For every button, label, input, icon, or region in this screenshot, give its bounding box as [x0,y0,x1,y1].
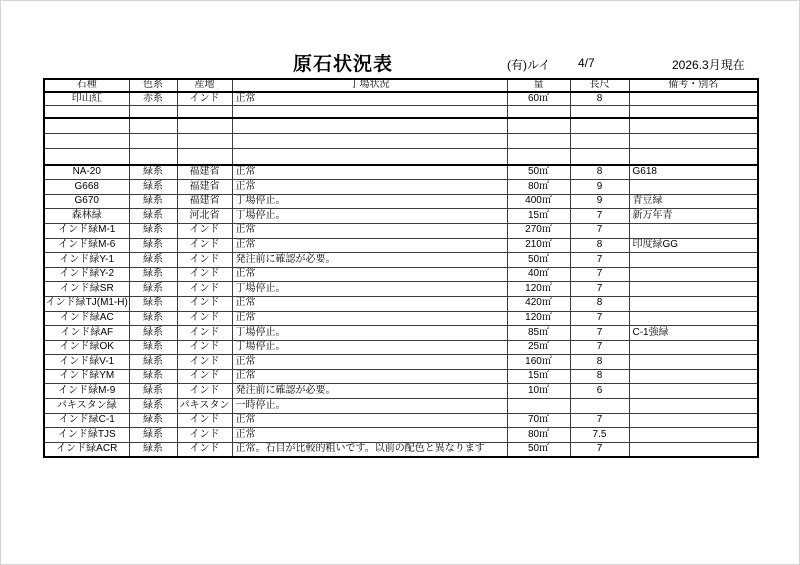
table-row [44,428,758,443]
cell-quantity: 10㎡ [507,384,570,399]
cell-note-alias: 印度緑GG [629,238,758,253]
cell-quantity [507,149,570,165]
table-row [44,355,758,370]
cell-note-alias [629,442,758,457]
cell-origin [177,134,232,149]
cell-note-alias [629,134,758,149]
cell-origin: インド [177,340,232,355]
cell-length: 7 [570,413,629,428]
table-row [44,442,758,457]
cell-color-family: 緑系 [129,399,177,414]
cell-color-family: 緑系 [129,326,177,341]
cell-origin: インド [177,384,232,399]
cell-note-alias [629,253,758,268]
cell-quantity: 80㎡ [507,180,570,195]
cell-color-family: 緑系 [129,428,177,443]
cell-quarry-status: 正常 [232,180,507,195]
column-header-quarry-status: 丁場状況 [232,79,507,92]
cell-quantity: 400㎡ [507,194,570,209]
cell-note-alias [629,355,758,370]
cell-quarry-status: 丁場停止。 [232,282,507,297]
cell-color-family [129,105,177,118]
cell-origin [177,118,232,134]
cell-length: 8 [570,355,629,370]
cell-quantity: 80㎡ [507,428,570,443]
table-row [44,209,758,224]
cell-quantity: 50㎡ [507,165,570,180]
cell-quarry-status [232,118,507,134]
cell-color-family: 緑系 [129,282,177,297]
cell-color-family [129,149,177,165]
cell-quarry-status: 正常 [232,165,507,180]
cell-origin: インド [177,413,232,428]
cell-quarry-status: 一時停止。 [232,399,507,414]
cell-quantity: 60㎡ [507,92,570,105]
cell-origin: インド [177,355,232,370]
cell-color-family: 緑系 [129,369,177,384]
cell-note-alias [629,384,758,399]
cell-stone: インド緑SR [44,282,129,297]
cell-origin: インド [177,326,232,341]
cell-note-alias [629,180,758,195]
table-row [44,326,758,341]
cell-stone: パキスタン緑 [44,399,129,414]
table-row [44,92,758,105]
cell-stone: NA-20 [44,165,129,180]
cell-quantity: 120㎡ [507,282,570,297]
table-row [44,399,758,414]
cell-length: 7 [570,267,629,282]
cell-length: 8 [570,369,629,384]
cell-quantity [507,118,570,134]
cell-color-family: 緑系 [129,223,177,238]
cell-note-alias [629,105,758,118]
cell-note-alias [629,118,758,134]
cell-color-family [129,134,177,149]
cell-note-alias [629,413,758,428]
cell-stone: G670 [44,194,129,209]
cell-stone: インド緑YM [44,369,129,384]
table-row [44,413,758,428]
column-header-origin: 産地 [177,79,232,92]
cell-length [570,399,629,414]
cell-quarry-status [232,149,507,165]
cell-origin: インド [177,223,232,238]
cell-origin: 福建省 [177,180,232,195]
cell-length: 7 [570,282,629,297]
as-of-date: 2026.3月現在 [672,58,745,72]
cell-quarry-status: 正常 [232,369,507,384]
cell-quarry-status: 正常 [232,311,507,326]
cell-length: 6 [570,384,629,399]
cell-origin: 福建省 [177,165,232,180]
page-number: 4/7 [578,56,595,70]
cell-length: 7.5 [570,428,629,443]
table-row [44,282,758,297]
cell-note-alias: 新万年青 [629,209,758,224]
cell-quarry-status: 丁場停止。 [232,340,507,355]
cell-quarry-status: 発注前に確認が必要。 [232,253,507,268]
cell-length [570,118,629,134]
cell-origin: 福建省 [177,194,232,209]
column-header-note-alias: 備考・別名 [629,79,758,92]
table-row [44,180,758,195]
cell-quarry-status: 正常。石目が比較的粗いです。以前の配色と異なります [232,442,507,457]
cell-quarry-status [232,134,507,149]
cell-stone: インド緑TJS [44,428,129,443]
cell-origin: インド [177,267,232,282]
cell-note-alias [629,340,758,355]
cell-stone: インド緑Y-1 [44,253,129,268]
table-row [44,340,758,355]
cell-color-family: 緑系 [129,194,177,209]
cell-quantity: 160㎡ [507,355,570,370]
cell-note-alias: G618 [629,165,758,180]
cell-stone: インド緑AC [44,311,129,326]
cell-color-family: 緑系 [129,180,177,195]
cell-origin [177,149,232,165]
cell-color-family: 緑系 [129,384,177,399]
table-row [44,267,758,282]
column-header-length: 長尺 [570,79,629,92]
cell-stone [44,105,129,118]
cell-color-family: 赤系 [129,92,177,105]
cell-quantity: 15㎡ [507,369,570,384]
cell-quarry-status [232,105,507,118]
cell-quarry-status: 丁場停止。 [232,209,507,224]
cell-stone [44,134,129,149]
cell-origin: インド [177,296,232,311]
cell-stone: インド緑M-9 [44,384,129,399]
cell-length: 7 [570,223,629,238]
cell-stone: 森林緑 [44,209,129,224]
cell-quarry-status: 発注前に確認が必要。 [232,384,507,399]
table-row [44,296,758,311]
cell-origin: パキスタン [177,399,232,414]
cell-color-family: 緑系 [129,238,177,253]
cell-quantity: 270㎡ [507,223,570,238]
cell-stone: インド緑M-6 [44,238,129,253]
cell-color-family: 緑系 [129,413,177,428]
cell-length: 7 [570,326,629,341]
cell-quarry-status: 正常 [232,428,507,443]
cell-quarry-status: 正常 [232,355,507,370]
cell-note-alias [629,282,758,297]
cell-quantity: 70㎡ [507,413,570,428]
table-row [44,149,758,165]
cell-quantity: 50㎡ [507,253,570,268]
cell-length [570,149,629,165]
table-row [44,223,758,238]
cell-stone [44,118,129,134]
cell-origin: インド [177,311,232,326]
table-row [44,105,758,118]
cell-stone [44,149,129,165]
cell-note-alias [629,311,758,326]
cell-quantity [507,105,570,118]
table-row [44,118,758,134]
cell-origin: インド [177,369,232,384]
cell-color-family: 緑系 [129,253,177,268]
cell-quarry-status: 正常 [232,267,507,282]
cell-quarry-status: 正常 [232,413,507,428]
cell-quantity: 210㎡ [507,238,570,253]
cell-note-alias [629,428,758,443]
cell-length: 7 [570,253,629,268]
cell-color-family: 緑系 [129,296,177,311]
cell-length: 7 [570,340,629,355]
cell-origin: インド [177,238,232,253]
stone-status-table [43,78,759,458]
cell-note-alias: 青豆緑 [629,194,758,209]
cell-stone: インド緑M-1 [44,223,129,238]
cell-note-alias [629,267,758,282]
cell-quarry-status: 正常 [232,92,507,105]
cell-quantity: 15㎡ [507,209,570,224]
cell-color-family: 緑系 [129,165,177,180]
table-row [44,238,758,253]
cell-origin: 河北省 [177,209,232,224]
table-row [44,384,758,399]
cell-length: 8 [570,238,629,253]
cell-length: 7 [570,209,629,224]
cell-quantity [507,134,570,149]
cell-stone: インド緑OK [44,340,129,355]
cell-quantity: 120㎡ [507,311,570,326]
cell-quarry-status: 丁場停止。 [232,326,507,341]
cell-quarry-status: 丁場停止。 [232,194,507,209]
header-row [44,79,758,92]
cell-stone: 印山紅 [44,92,129,105]
company-name: (有)ルイ [507,58,551,72]
cell-stone: インド緑V-1 [44,355,129,370]
cell-quantity: 25㎡ [507,340,570,355]
cell-color-family: 緑系 [129,442,177,457]
cell-quantity: 85㎡ [507,326,570,341]
cell-color-family: 緑系 [129,209,177,224]
table-row [44,369,758,384]
cell-quantity: 40㎡ [507,267,570,282]
table-row [44,194,758,209]
cell-quarry-status: 正常 [232,238,507,253]
cell-note-alias [629,369,758,384]
cell-quantity [507,399,570,414]
cell-quarry-status: 正常 [232,296,507,311]
cell-origin: インド [177,92,232,105]
cell-note-alias [629,223,758,238]
table-row [44,311,758,326]
column-header-color-family: 色系 [129,79,177,92]
cell-origin: インド [177,282,232,297]
table-row [44,253,758,268]
cell-stone: インド緑Y-2 [44,267,129,282]
cell-origin: インド [177,428,232,443]
column-header-stone: 石種 [44,79,129,92]
cell-note-alias [629,399,758,414]
cell-stone: インド緑AF [44,326,129,341]
cell-stone: インド緑ACR [44,442,129,457]
cell-origin: インド [177,253,232,268]
cell-quantity: 50㎡ [507,442,570,457]
cell-length: 7 [570,311,629,326]
cell-color-family: 緑系 [129,267,177,282]
cell-origin [177,105,232,118]
table-row [44,134,758,149]
cell-note-alias [629,149,758,165]
cell-color-family: 緑系 [129,311,177,326]
cell-stone: インド緑TJ(M1-H) [44,296,129,311]
cell-length [570,105,629,118]
table-row [44,165,758,180]
cell-length: 8 [570,165,629,180]
cell-length: 8 [570,296,629,311]
table-header [44,79,758,92]
cell-quantity: 420㎡ [507,296,570,311]
cell-length: 7 [570,442,629,457]
cell-color-family: 緑系 [129,355,177,370]
cell-note-alias [629,92,758,105]
cell-note-alias [629,296,758,311]
cell-length: 9 [570,194,629,209]
cell-stone: G668 [44,180,129,195]
cell-color-family [129,118,177,134]
cell-origin: インド [177,442,232,457]
cell-length: 8 [570,92,629,105]
cell-length: 9 [570,180,629,195]
cell-length [570,134,629,149]
cell-quarry-status: 正常 [232,223,507,238]
cell-note-alias: C-1強緑 [629,326,758,341]
table-body [44,92,758,457]
cell-color-family: 緑系 [129,340,177,355]
column-header-quantity: 量 [507,79,570,92]
page-title: 原石状況表 [292,54,393,75]
cell-stone: インド緑C-1 [44,413,129,428]
